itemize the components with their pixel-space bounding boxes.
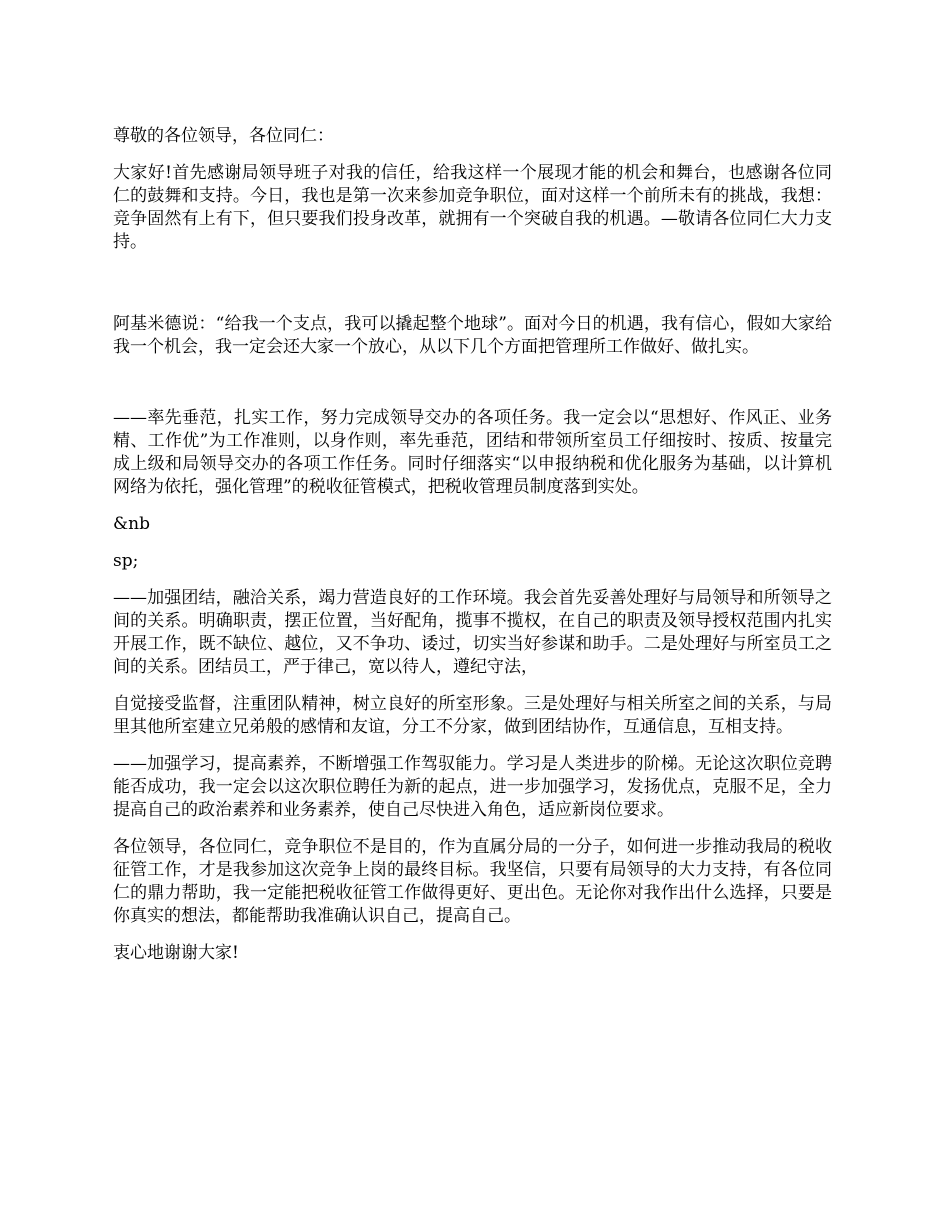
point-two-paragraph: ——加强团结，融洽关系，竭力营造良好的工作环境。我会首先妥善处理好与局领导和所领导之间的关系。明确职责，摆正位置，当好配角，揽事不揽权，在自己的职责及领导授权范围内扎实开展工作，既不缺位、越位，又不争功、诿过，切实当好参谋和助手。二是处理好与所室员工之间的关系。团结员工，严于律己，宽以待人，遵纪守法， <box>113 588 832 677</box>
point-two-continued-paragraph: 自觉接受监督，注重团队精神，树立良好的所室形象。三是处理好与相关所室之间的关系，与局里其他所室建立兄弟般的感情和友谊，分工不分家，做到团结协作，互通信息，互相支持。 <box>113 694 832 737</box>
paragraph-spacer <box>113 373 832 407</box>
paragraph-spacer <box>113 268 832 313</box>
point-three-paragraph: ——加强学习，提高素养，不断增强工作驾驭能力。学习是人类进步的阶梯。无论这次职位竞聘能否成功，我一定会以这次职位聘任为新的起点，进一步加强学习，发扬优点，克服不足，全力提高自己的政治素养和业务素养，使自己尽快进入角色，适应新岗位要求。 <box>113 754 832 820</box>
salutation: 尊敬的各位领导，各位同仁： <box>113 126 334 146</box>
point-one-paragraph: ——率先垂范，扎实工作，努力完成领导交办的各项任务。我一定会以“思想好、作风正、业务精、工作优”为工作准则，以身作则，率先垂范，团结和带领所室员工仔细按时、按质、按量完成上级和局领导交办的各项工作任务。同时仔细落实“以申报纳税和优化服务为基础，以计算机网络为依托，强化管理”的税收征管模式，把税收管理员制度落到实处。 <box>113 408 832 497</box>
text-artifact-line: &nb <box>113 514 150 534</box>
quote-paragraph: 阿基米德说：“给我一个支点，我可以撬起整个地球”。面对今日的机遇，我有信心，假如大家给我一个机会，我一定会还大家一个放心，从以下几个方面把管理所工作做好、做扎实。 <box>113 314 832 357</box>
intro-paragraph: 大家好!首先感谢局领导班子对我的信任，给我这样一个展现才能的机会和舞台，也感谢各位同仁的鼓舞和支持。今日，我也是第一次来参加竞争职位，面对这样一个前所未有的挑战，我想：竞争固然有上有下，但只要我们投身改革，就拥有一个突破自我的机遇。—敬请各位同仁大力支持。 <box>113 163 832 252</box>
text-artifact-line: sp; <box>113 551 139 571</box>
thanks-line: 衷心地谢谢大家! <box>113 943 239 963</box>
closing-paragraph: 各位领导，各位同仁，竞争职位不是目的，作为直属分局的一分子，如何进一步推动我局的税收征管工作，才是我参加这次竞争上岗的最终目标。我坚信，只要有局领导的大力支持，有各位同仁的鼎力帮助，我一定能把税收征管工作做得更好、更出色。无论你对我作出什么选择，只要是你真实的想法，都能帮助我准确认识自己，提高自己。 <box>113 837 832 926</box>
